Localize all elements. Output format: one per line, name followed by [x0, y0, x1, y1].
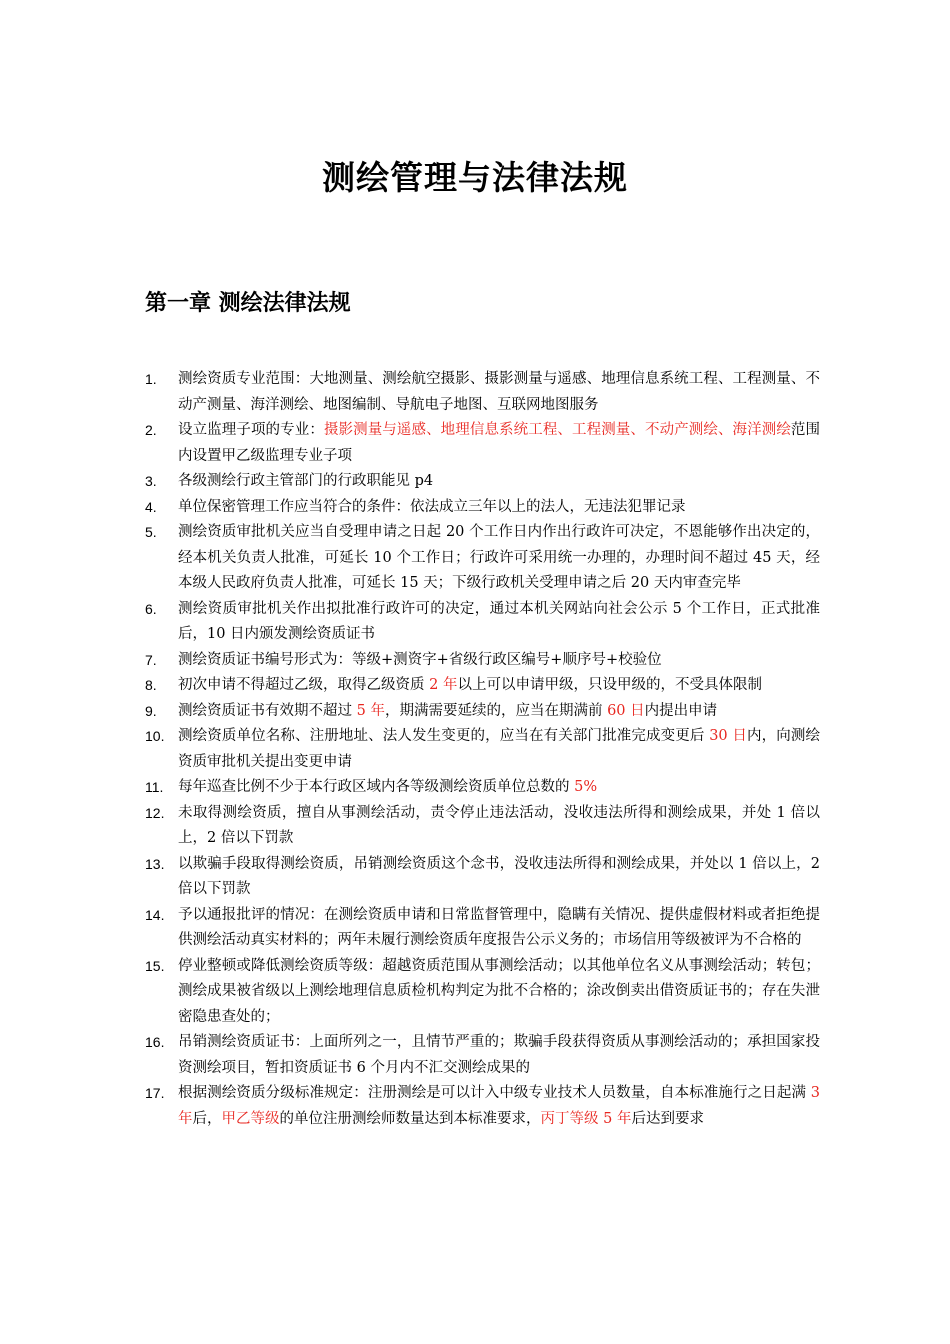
text-segment: ，期满需要延续的，应当在期满前	[384, 702, 608, 719]
list-item	[145, 418, 820, 469]
list-item	[145, 673, 820, 699]
text-segment: 未取得测绘资质，擅自从事测绘活动，责令停止违法活动，没收违法所得和测绘成果，并处 1 倍以上，2 倍以下罚款	[178, 804, 820, 846]
text-segment: 以欺骗手段取得测绘资质，吊销测绘资质这个念书，没收违法所得和测绘成果，并处以 1 倍以上，2 倍以下罚款	[178, 855, 820, 897]
list-item	[145, 775, 820, 801]
list-item	[145, 495, 820, 521]
list-item	[145, 903, 820, 954]
highlighted-text: 60 日	[607, 702, 645, 719]
list-item-number: 7.	[145, 651, 157, 668]
list-item-text	[178, 648, 820, 674]
list-item-text	[178, 903, 820, 954]
list-item-text	[178, 418, 820, 469]
list-item-number: 8.	[145, 677, 157, 693]
list-item	[145, 597, 820, 648]
list-item-number: 6.	[145, 600, 157, 617]
text-segment: 测绘资质审批机关应当自受理申请之日起 20 个工作日内作出行政许可决定，不恩能够作出决定的，经本机关负责人批准，可延长 10 个工作日；行政许可采用统一办理的，办理时间不超过 45 天，经本级人民政府负责人批准，可延长 15 天；下级行政机关受理申请之后 20 天内审查完毕	[178, 524, 820, 591]
text-segment: 后，	[192, 1110, 222, 1127]
text-segment: 测绘资质审批机关作出拟批准行政许可的决定，通过本机关网站向社会公示 5 个工作日，正式批准后，10 日内颁发测绘资质证书	[178, 600, 820, 642]
list-item	[145, 367, 820, 418]
list-item	[145, 699, 820, 725]
list-item-number: 3.	[145, 473, 157, 489]
list-item-number: 15.	[145, 957, 165, 974]
list-item-text	[178, 699, 820, 725]
text-segment: 设立监理子项的专业：	[178, 422, 324, 438]
list-item	[145, 648, 820, 674]
list-item	[145, 954, 820, 1031]
list-item-text	[178, 775, 820, 801]
text-segment: 测绘资质单位名称、注册地址、法人发生变更的，应当在有关部门批准完成变更后	[178, 728, 710, 744]
list-item-number: 16.	[145, 1034, 165, 1050]
list-item	[145, 1030, 820, 1081]
list-item-text	[178, 520, 820, 597]
list-item-number: 17.	[145, 1085, 165, 1101]
text-segment: 后达到要求	[631, 1110, 704, 1127]
list-item-number: 2.	[145, 422, 157, 438]
highlighted-text: 摄影测量与遥感、地理信息系统工程、工程测量、不动产测绘、海洋测绘	[323, 422, 791, 438]
text-segment: 各级测绘行政主管部门的行政职能见 p4	[178, 473, 434, 489]
list-item-text	[178, 1081, 820, 1132]
document-title: 测绘管理与法律法规	[322, 158, 628, 197]
list-item-text	[178, 597, 820, 648]
text-segment: 的单位注册测绘师数量达到本标准要求，	[279, 1110, 541, 1127]
highlighted-text: 5%	[574, 779, 598, 795]
text-segment: 范围内设置甲乙级监理专业子项	[178, 422, 821, 464]
text-segment: 根据测绘资质分级标准规定：注册测绘是可以计入中级专业技术人员数量，自本标准施行之日起满	[178, 1085, 811, 1101]
list-item-number: 5.	[145, 524, 157, 540]
text-segment: 吊销测绘资质证书：上面所列之一，且情节严重的；欺骗手段获得资质从事测绘活动的；承担国家投资测绘项目，暂扣资质证书 6 个月内不汇交测绘成果的	[178, 1034, 820, 1076]
list-item-text	[178, 852, 820, 903]
highlighted-text: 2 年	[429, 677, 458, 693]
list-item-number: 1.	[145, 371, 157, 387]
list-item	[145, 724, 820, 775]
text-segment: 单位保密管理工作应当符合的条件：依法成立三年以上的法人，无违法犯罪记录	[178, 498, 686, 515]
list-item	[145, 801, 820, 852]
list-item-text	[178, 724, 820, 775]
list-item-text	[178, 1030, 820, 1081]
text-segment: 初次申请不得超过乙级，取得乙级资质	[178, 677, 430, 693]
text-segment: 测绘资质证书编号形式为：等级+测资字+省级行政区编号+顺序号+校验位	[178, 651, 662, 668]
list-item-number: 10.	[145, 728, 165, 744]
highlighted-text: 甲乙等级	[221, 1110, 280, 1127]
list-item-text	[178, 801, 820, 852]
list-item	[145, 852, 820, 903]
list-item	[145, 520, 820, 597]
chapter-heading: 第一章 测绘法律法规	[145, 290, 351, 316]
text-segment: 测绘资质证书有效期不超过	[178, 702, 357, 719]
text-segment: 每年巡查比例不少于本行政区域内各等级测绘资质单位总数的	[178, 779, 575, 795]
list-item	[145, 1081, 820, 1132]
list-item-text	[178, 367, 820, 418]
highlighted-text: 30 日	[709, 728, 748, 744]
list-item-number: 12.	[145, 804, 165, 821]
highlighted-text: 丙丁等级 5 年	[540, 1110, 632, 1127]
list-item-text	[178, 469, 820, 495]
list-item-number: 14.	[145, 906, 165, 923]
highlighted-text: 5 年	[356, 702, 385, 719]
list-item-number: 9.	[145, 702, 157, 719]
list-item-number: 13.	[145, 855, 165, 872]
list-item-number: 4.	[145, 498, 157, 515]
highlighted-text: 3 年	[178, 1085, 820, 1127]
list-item-text	[178, 954, 820, 1031]
list-item	[145, 469, 820, 495]
numbered-list	[145, 367, 820, 1132]
text-segment: 予以通报批评的情况：在测绘资质申请和日常监督管理中，隐瞒有关情况、提供虚假材料或者拒绝提供测绘活动真实材料的；两年未履行测绘资质年度报告公示义务的；市场信用等级被评为不合格的	[178, 906, 820, 948]
text-segment: 测绘资质专业范围：大地测量、测绘航空摄影、摄影测量与遥感、地理信息系统工程、工程测量、不动产测量、海洋测绘、地图编制、导航电子地图、互联网地图服务	[178, 371, 820, 413]
text-segment: 内提出申请	[644, 702, 718, 719]
text-segment: 停业整顿或降低测绘资质等级：超越资质范围从事测绘活动；以其他单位名义从事测绘活动；转包；测绘成果被省级以上测绘地理信息质检机构判定为批不合格的；涂改倒卖出借资质证书的；存在失泄密隐患查处的；	[178, 957, 820, 1025]
list-item-text	[178, 673, 820, 699]
list-item-text	[178, 495, 820, 521]
text-segment: 以上可以申请甲级，只设甲级的，不受具体限制	[457, 677, 762, 693]
text-segment: 内，向测绘资质审批机关提出变更申请	[178, 728, 821, 770]
list-item-number: 11.	[145, 779, 164, 795]
